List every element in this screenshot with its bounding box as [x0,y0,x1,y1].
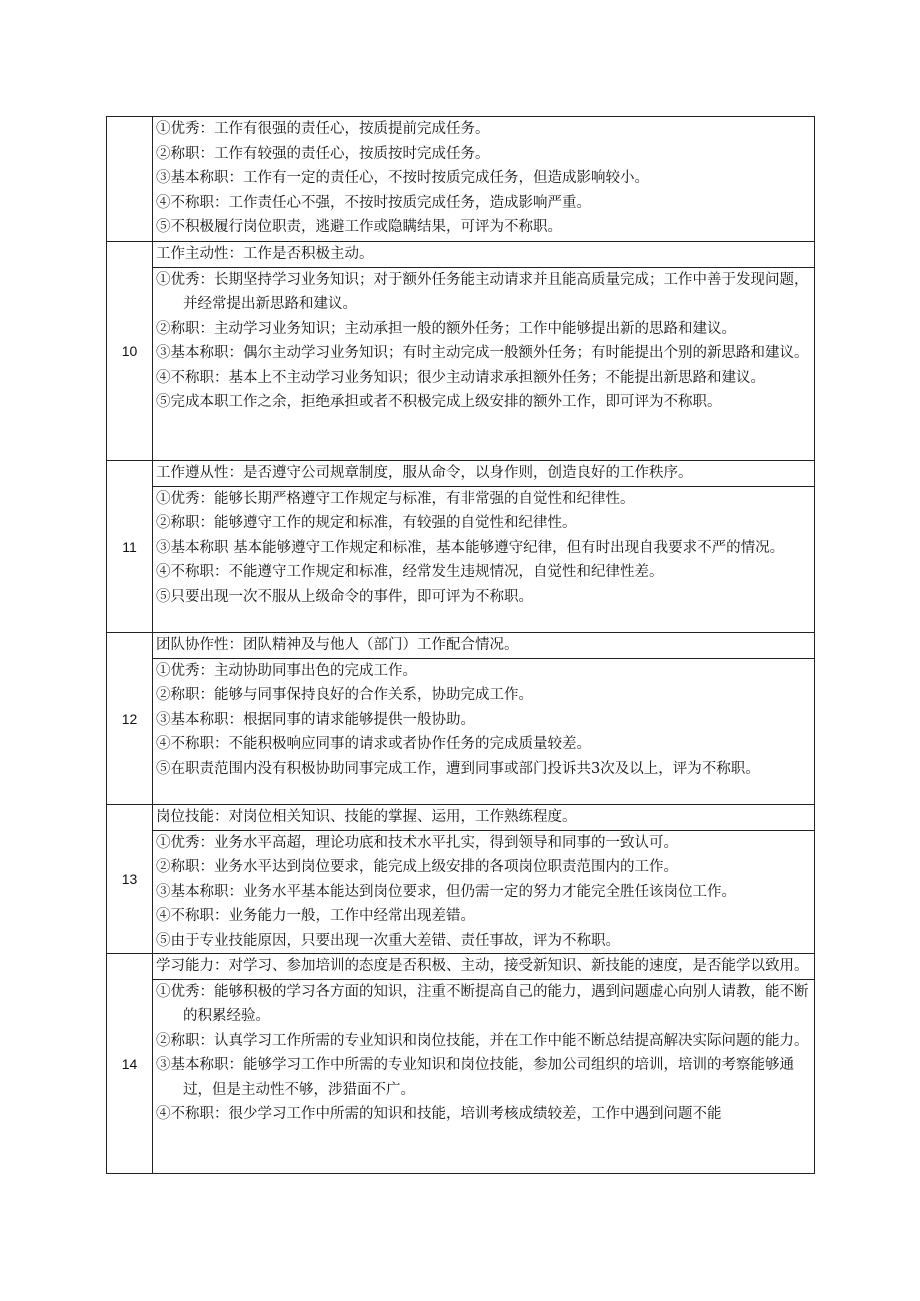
rating-level-item: ②称职：业务水平达到岗位要求，能完成上级安排的各项岗位职责范围内的工作。 [156,859,678,875]
rating-level-item: ④不称职：很少学习工作中所需的知识和技能，培训考核成绩较差，工作中遇到问题不能 [156,1106,722,1122]
criteria-title: 学习能力 [156,958,214,974]
rating-level-item: ⑤完成本职工作之余，拒绝承担或者不积极完成上级安排的额外工作，即可评为不称职。 [156,394,722,410]
criteria-title: 工作遵从性 [156,465,229,481]
criteria-content [153,242,815,461]
criteria-heading [153,805,814,831]
criteria-title: 工作主动性 [156,246,229,262]
rating-level-item: ①优秀：能够长期严格遵守工作规定与标准，有非常强的自觉性和纪律性。 [156,490,635,507]
rating-level-item: ④不称职：基本上不主动学习业务知识；很少主动请求承担额外任务；不能提出新思路和建议。 [156,369,765,386]
rating-level-item: ③基本称职 基本能够遵守工作规定和标准，基本能够遵守纪律，但有时出现自我要求不严的情况。 [156,539,785,556]
criteria-content [153,461,815,633]
criteria-title: 团队协作性 [156,637,229,653]
rating-level-item: ④不称职：工作责任心不强，不按时按质完成任务，造成影响严重。 [156,194,591,211]
criteria-content [153,633,815,805]
criteria-description: ：工作是否积极主动。 [228,246,374,262]
criteria-heading [153,242,814,268]
rating-level-item: ②称职：能够遵守工作的规定和标准，有较强的自觉性和纪律性。 [156,515,577,531]
rating-level-item: ⑤由于专业技能原因，只要出现一次重大差错、责任事故，评为不称职。 [156,932,620,949]
row-number: 10 [107,242,153,461]
rating-level-item: ③基本称职：能够学习工作中所需的专业知识和岗位技能，参加公司组织的培训，培训的考察能够通过，但是主动性不够，涉猎面不广。 [156,1057,794,1098]
criteria-row [107,954,815,1174]
rating-level-item: ③基本称职：根据同事的请求能够提供一般协助。 [156,711,475,728]
rating-level-item: ⑤不积极履行岗位职责，逃避工作或隐瞒结果，可评为不称职。 [156,219,562,235]
criteria-content [153,117,815,242]
rating-level-item: ④不称职：业务能力一般，工作中经常出现差错。 [156,908,475,924]
criteria-row [107,242,815,461]
rating-level-item: ④不称职：不能遵守工作规定和标准，经常发生违规情况，自觉性和纪律性差。 [156,564,664,580]
rating-level-item: ⑤只要出现一次不服从上级命令的事件，即可评为不称职。 [156,588,533,605]
rating-level-item: ①优秀：主动协助同事出色的完成工作。 [156,662,417,679]
row-number [107,117,153,242]
criteria-row [107,633,815,805]
criteria-heading [153,954,814,980]
rating-level-item: ③基本称职：业务水平基本能达到岗位要求，但仍需一定的努力才能完全胜任该岗位工作。 [156,883,736,900]
criteria-description: ：团队精神及与他人（部门）工作配合情况。 [228,637,519,653]
criteria-heading [153,633,814,659]
rating-level-item: ②称职：认真学习工作所需的专业知识和岗位技能，并在工作中能不断总结提高解决实际问题的能力。 [156,1032,809,1049]
evaluation-table [106,116,815,1174]
criteria-row [107,117,815,242]
rating-level-item: ①优秀：业务水平高超，理论功底和技术水平扎实，得到领导和同事的一致认可。 [156,834,678,851]
criteria-content [153,954,815,1174]
row-number: 14 [107,954,153,1174]
criteria-heading [153,461,814,487]
criteria-row [107,461,815,633]
row-number: 12 [107,633,153,805]
rating-level-item: ①优秀：工作有很强的责任心，按质提前完成任务。 [156,121,490,137]
criteria-description: ：对学习、参加培训的态度是否积极、主动，接受新知识、新技能的速度，是否能学以致用。 [214,958,809,974]
rating-level-item: ④不称职：不能积极响应同事的请求或者协作任务的完成质量较差。 [156,736,591,752]
rating-level-item: ③基本称职：工作有一定的责任心，不按时按质完成任务，但造成影响较小。 [156,170,649,186]
criteria-description: ：是否遵守公司规章制度，服从命令，以身作则，创造良好的工作秩序。 [228,465,693,481]
rating-level-item: ②称职：主动学习业务知识；主动承担一般的额外任务；工作中能够提出新的思路和建议。 [156,320,736,337]
rating-level-item: ①优秀：长期坚持学习业务知识；对于额外任务能主动请求并且能高质量完成；工作中善于发现问题，并经常提出新思路和建议。 [156,271,809,312]
criteria-content [153,805,815,954]
criteria-description: ：对岗位相关知识、技能的掌握、运用，工作熟练程度。 [214,809,577,825]
rating-level-item: ②称职：能够与同事保持良好的合作关系，协助完成工作。 [156,687,533,703]
criteria-title: 岗位技能 [156,809,214,825]
rating-level-item: ①优秀：能够积极的学习各方面的知识，注重不断提高自己的能力，遇到问题虚心向别人请教，能不断的积累经验。 [156,983,809,1024]
rating-level-item: ⑤在职责范围内没有积极协助同事完成工作，遭到同事或部门投诉共3次及以上，评为不称职。 [156,760,760,777]
row-number: 11 [107,461,153,633]
row-number: 13 [107,805,153,954]
criteria-row [107,805,815,954]
rating-level-item: ②称职：工作有较强的责任心，按质按时完成任务。 [156,145,490,162]
rating-level-item: ③基本称职：偶尔主动学习业务知识；有时主动完成一般额外任务；有时能提出个别的新思路和建议。 [156,345,809,361]
